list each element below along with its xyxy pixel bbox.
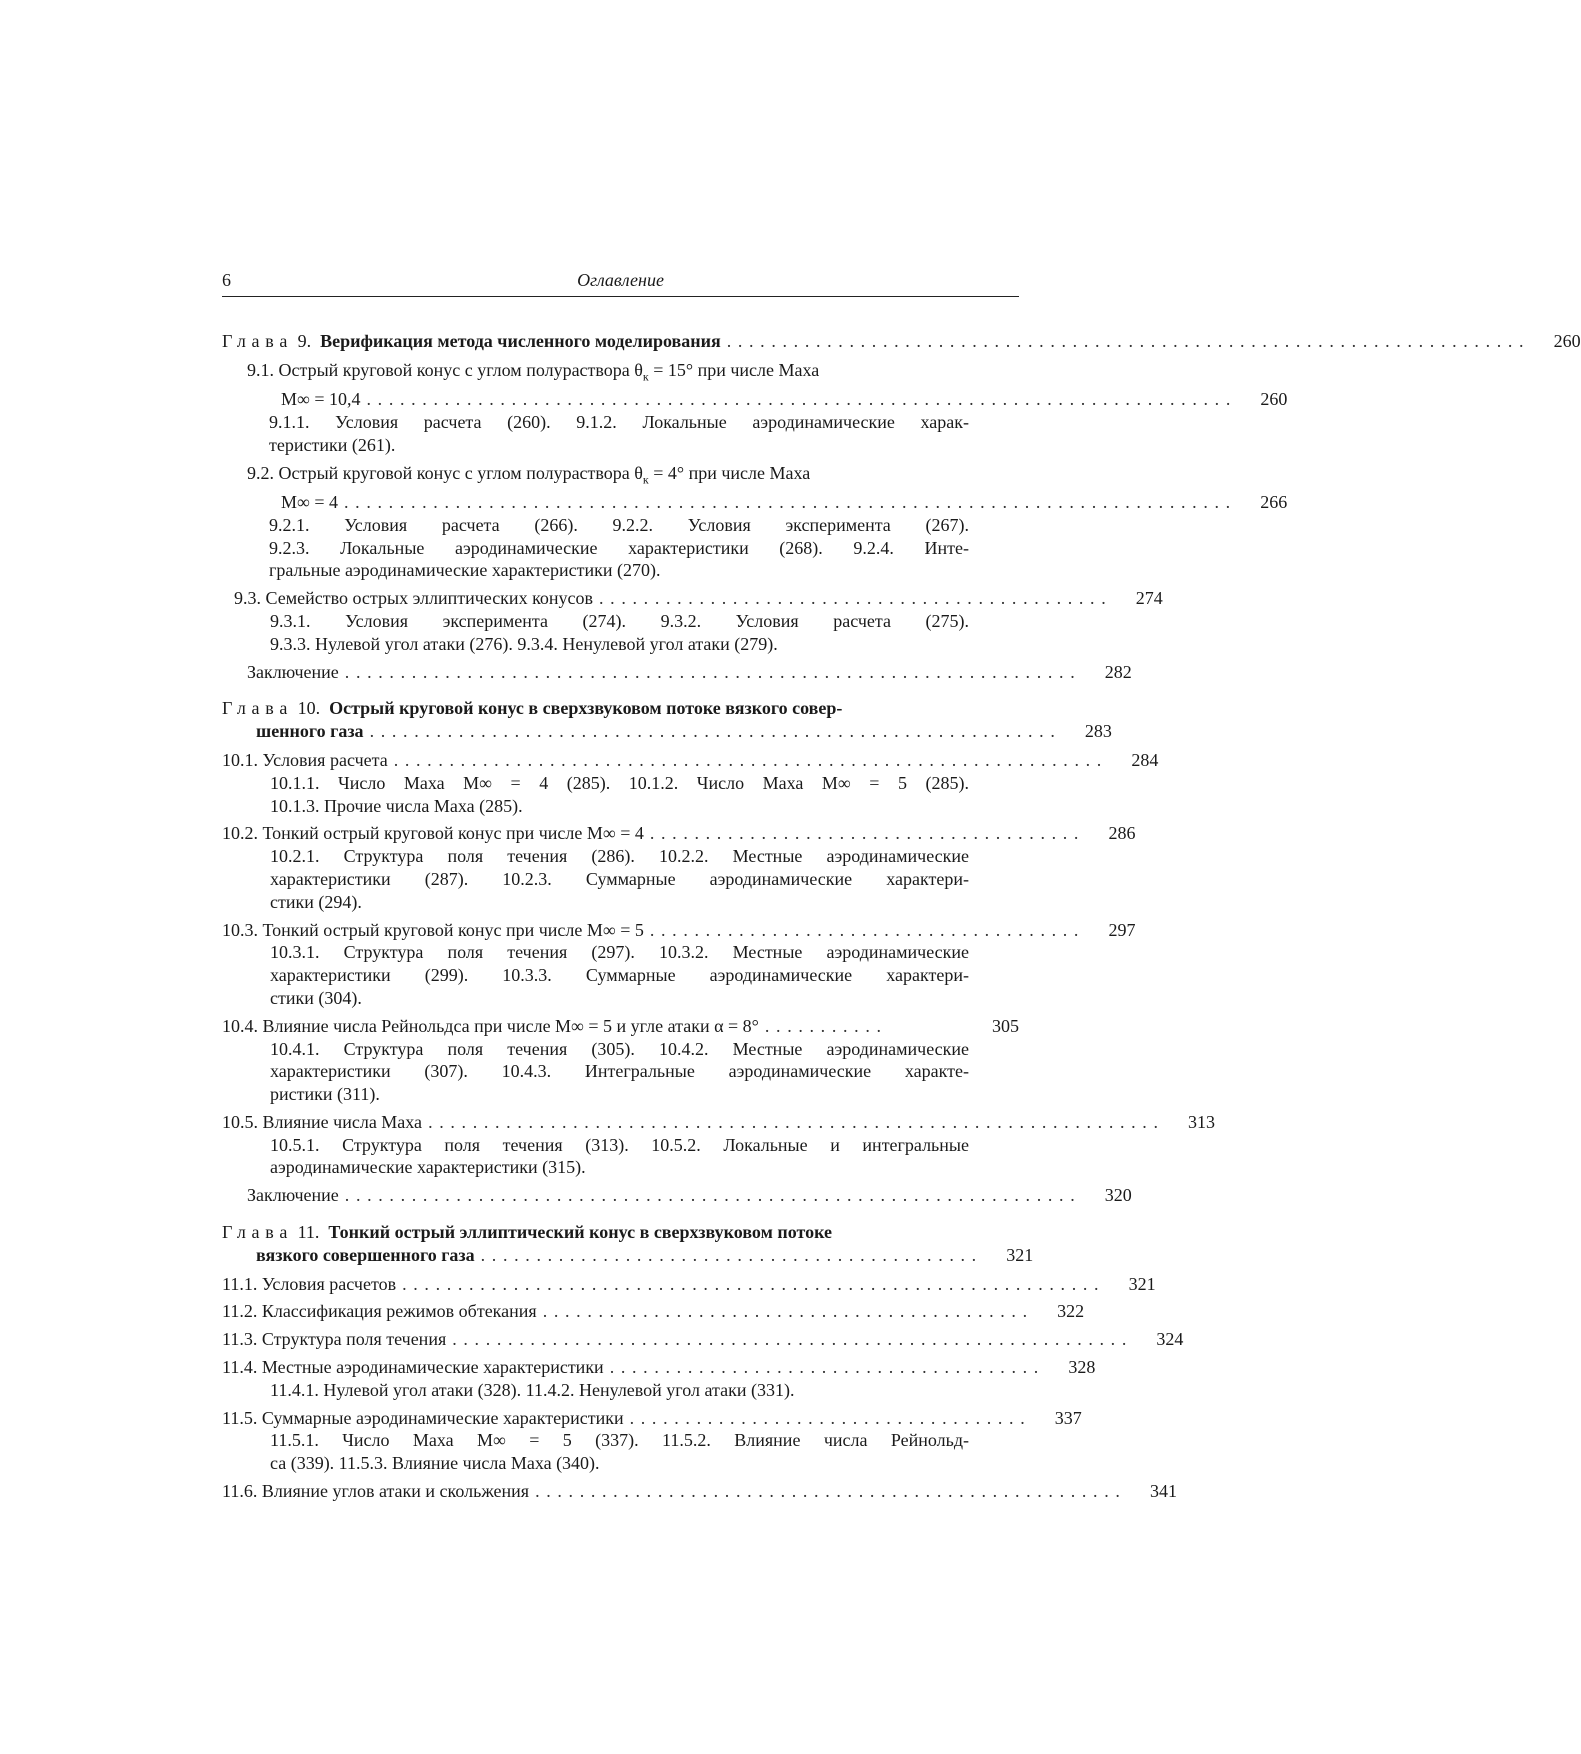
leader-dots: . . . . . . . . . . . . . . . . . . . . . . . . . . . . . . . . . . . . . . . . . . . . . . . . . . . . . . . . . . . . . . . . . . [428, 1111, 1160, 1132]
section-9-2[interactable] [222, 462, 1288, 583]
subsection-line: характеристики (307). 10.4.3. Интегральные аэродинамические характе- [270, 1061, 969, 1082]
chapter-number: 9. [297, 331, 312, 351]
subsection-line: 10.1.3. Прочие числа Маха (285). [270, 795, 523, 816]
leader-dots: . . . . . . . . . . . . . . . . . . . . . . . . . . . . . . . . . . . . . . . . . . . . . . . . . . . . . . . . . . . . . [452, 1329, 1128, 1350]
subsection-line: 9.2.1. Условия расчета (266). 9.2.2. Условия эксперимента (267). [269, 514, 969, 535]
leader-dots: . . . . . . . . . . . . . . . . . . . . . . . . . . . . . . . . . . . . [629, 1407, 1026, 1428]
chapter-title-line2: шенного газа [256, 721, 364, 742]
conclusion-label: Заключение [247, 661, 339, 682]
conclusion-label: Заключение [247, 1185, 339, 1206]
chapter-label: Глава [222, 331, 294, 351]
subsection-line: 10.5.1. Структура поля течения (313). 10.5.2. Локальные и интегральные [270, 1134, 969, 1155]
running-title: Оглавление [577, 270, 664, 290]
chapter-label: Глава [222, 698, 294, 719]
section-title: 11.3. Структура поля течения [222, 1329, 447, 1350]
subsection-line: характеристики (299). 10.3.3. Суммарные аэродинамические характери- [270, 965, 969, 986]
page-ref: 286 [1108, 823, 1136, 844]
page-ref: 321 [1128, 1273, 1156, 1294]
running-header [222, 270, 1019, 297]
subscript: к [642, 472, 649, 487]
book-page [222, 0, 1581, 1754]
subsection-line: теристики (261). [269, 434, 396, 455]
subsection-line: са (339). 11.5.3. Влияние числа Маха (340). [270, 1453, 600, 1474]
subsection-line: 9.3.3. Нулевой угол атаки (276). 9.3.4. Ненулевой угол атаки (279). [270, 633, 778, 654]
leader-dots: . . . . . . . . . . . . . . . . . . . . . . . . . . . . . . . . . . . . . . . [649, 823, 1080, 844]
page-ref: 341 [1149, 1481, 1177, 1502]
section-11-5[interactable] [222, 1407, 1082, 1475]
page-ref: 313 [1188, 1111, 1216, 1132]
leader-dots: . . . . . . . . . . . . . . . . . . . . . . . . . . . . . . . . . . . . . . . . . . . . . . [599, 588, 1107, 609]
section-title: 9.1. Острый круговой конус с углом полураствора θ [247, 359, 643, 380]
page-number: 6 [222, 270, 231, 290]
subsection-line: гральные аэродинамические характеристики (270). [269, 560, 661, 581]
section-title: 11.1. Условия расчетов [222, 1273, 397, 1294]
section-title: 10.2. Тонкий острый круговой конус при числе M∞ = 4 [222, 823, 644, 844]
section-title-line2: M∞ = 4 [281, 491, 338, 512]
subsection-line: 9.1.1. Условия расчета (260). 9.1.2. Локальные аэродинамические харак- [269, 411, 969, 432]
table-of-contents [222, 320, 1581, 1508]
page-ref: 321 [1006, 1244, 1034, 1265]
conclusion-ch10[interactable] [222, 1184, 1132, 1207]
page-ref: 274 [1135, 588, 1163, 609]
page-ref: 322 [1057, 1301, 1085, 1322]
chapter-number: 10. [297, 698, 321, 719]
subsection-line: 10.1.1. Число Маха M∞ = 4 (285). 10.1.2. Число Маха M∞ = 5 (285). [270, 772, 969, 793]
section-title-cont: = 15° при числе Маха [648, 359, 820, 380]
leader-dots: . . . . . . . . . . . . . . . . . . . . . . . . . . . . . . . . . . . . . . . . . . . . . . . . . . . . . . . . . . . . . . . . . . . . . . . . . . . . . . . . [344, 491, 1232, 512]
page-ref: 324 [1156, 1329, 1184, 1350]
leader-dots: . . . . . . . . . . . . . . . . . . . . . . . . . . . . . . . . . . . . . . . . . . . . . . . . . . . . . . . . . . . . . . . [402, 1273, 1100, 1294]
section-title: 10.5. Влияние числа Маха [222, 1111, 423, 1132]
chapter-title: Острый круговой конус в сверхзвуковом потоке вязкого совер- [329, 698, 843, 719]
subsection-line: 10.3.1. Структура поля течения (297). 10.3.2. Местные аэродинамические [270, 942, 969, 963]
subsection-line: характеристики (287). 10.2.3. Суммарные аэродинамические характери- [270, 868, 969, 889]
subsection-line: ристики (311). [270, 1084, 380, 1105]
section-10-3[interactable] [222, 919, 1136, 1010]
subsection-line: 10.2.1. Структура поля течения (286). 10.2.2. Местные аэродинамические [270, 846, 969, 867]
leader-dots: . . . . . . . . . . . . . . . . . . . . . . . . . . . . . . . . . . . . . . . [649, 919, 1080, 940]
page-ref: 305 [992, 1015, 1019, 1036]
section-title: 11.4. Местные аэродинамические характеристики [222, 1357, 604, 1378]
section-11-3[interactable] [222, 1328, 1184, 1351]
section-title: 11.6. Влияние углов атаки и скольжения [222, 1481, 530, 1502]
chapter-number: 11. [297, 1222, 320, 1243]
section-title: 10.4. Влияние числа Рейнольдса при числе M∞ = 5 и угле атаки α = 8° [222, 1015, 759, 1036]
page-ref: 297 [1108, 919, 1136, 940]
section-11-2[interactable] [222, 1300, 1085, 1323]
section-title: 11.5. Суммарные аэродинамические характеристики [222, 1407, 624, 1428]
section-9-1[interactable] [222, 359, 1288, 457]
subsection-line: стики (294). [270, 891, 362, 912]
chapter-9-entry[interactable] [222, 330, 1581, 353]
chapter-11-entry[interactable] [222, 1221, 1034, 1267]
chapter-10-entry[interactable] [222, 697, 1112, 743]
section-title-line2: M∞ = 10,4 [281, 389, 361, 410]
chapter-title: Тонкий острый эллиптический конус в сверхзвуковом потоке [328, 1222, 832, 1243]
page-ref: 266 [1260, 491, 1288, 512]
page-ref: 284 [1131, 749, 1159, 770]
page-ref: 283 [1084, 721, 1112, 742]
section-10-5[interactable] [222, 1111, 1216, 1179]
subsection-line: аэродинамические характеристики (315). [270, 1157, 586, 1178]
section-title: 9.2. Острый круговой конус с углом полураствора θ [247, 462, 643, 483]
conclusion-ch9[interactable] [222, 661, 1132, 684]
page-ref: 328 [1068, 1357, 1096, 1378]
leader-dots: . . . . . . . . . . . . . . . . . . . . . . . . . . . . . . . . . . . . . . . . . . . . . . . . . . . . . . . . . . . . . . . . . . . . . . . . . . . . . . [366, 389, 1232, 410]
section-title: 10.1. Условия расчета [222, 749, 388, 770]
section-11-4[interactable] [222, 1356, 1096, 1402]
page-ref: 320 [1104, 1185, 1132, 1206]
section-title-cont: = 4° при числе Маха [648, 462, 811, 483]
section-10-2[interactable] [222, 822, 1136, 913]
page-ref: 260 [1553, 331, 1581, 351]
page-ref: 337 [1054, 1407, 1082, 1428]
section-9-3[interactable] [222, 587, 1163, 655]
section-title: 10.3. Тонкий острый круговой конус при числе M∞ = 5 [222, 919, 644, 940]
section-11-1[interactable] [222, 1273, 1156, 1296]
subsection-line: 11.4.1. Нулевой угол атаки (328). 11.4.2. Ненулевой угол атаки (331). [270, 1379, 795, 1400]
leader-dots: . . . . . . . . . . . [764, 1015, 883, 1036]
leader-dots: . . . . . . . . . . . . . . . . . . . . . . . . . . . . . . . . . . . . . . . . . . . . . . . . . . . . . . . . . . . . . . . . . . [344, 661, 1076, 682]
leader-dots: . . . . . . . . . . . . . . . . . . . . . . . . . . . . . . . . . . . . . . . . . . . . . . . . . . . . . . . . . . . . . . . . . . . . . . . . [726, 331, 1525, 351]
section-10-1[interactable] [222, 749, 1159, 817]
subscript: к [642, 369, 649, 384]
leader-dots: . . . . . . . . . . . . . . . . . . . . . . . . . . . . . . . . . . . . . . . . . . . . [542, 1301, 1029, 1322]
subsection-line: стики (304). [270, 987, 362, 1008]
page-ref: 260 [1260, 389, 1288, 410]
leader-dots: . . . . . . . . . . . . . . . . . . . . . . . . . . . . . . . . . . . . . . . [609, 1357, 1040, 1378]
subsection-line: 9.2.3. Локальные аэродинамические характеристики (268). 9.2.4. Инте- [269, 537, 969, 558]
section-11-6[interactable] [222, 1480, 1177, 1503]
section-title: 9.3. Семейство острых эллиптических конусов [234, 588, 594, 609]
leader-dots: . . . . . . . . . . . . . . . . . . . . . . . . . . . . . . . . . . . . . . . . . . . . . [480, 1244, 978, 1265]
leader-dots: . . . . . . . . . . . . . . . . . . . . . . . . . . . . . . . . . . . . . . . . . . . . . . . . . . . . . . . . . . . . . . [369, 721, 1056, 742]
subsection-line: 9.3.1. Условия эксперимента (274). 9.3.2. Условия расчета (275). [270, 610, 969, 631]
chapter-label: Глава [222, 1222, 294, 1243]
subsection-line: 10.4.1. Структура поля течения (305). 10.4.2. Местные аэродинамические [270, 1038, 969, 1059]
leader-dots: . . . . . . . . . . . . . . . . . . . . . . . . . . . . . . . . . . . . . . . . . . . . . . . . . . . . . . . . . . . . . . . . [393, 749, 1103, 770]
leader-dots: . . . . . . . . . . . . . . . . . . . . . . . . . . . . . . . . . . . . . . . . . . . . . . . . . . . . . . . . . . . . . . . . . . [344, 1185, 1076, 1206]
page-ref: 282 [1104, 661, 1132, 682]
section-title: 11.2. Классификация режимов обтекания [222, 1301, 537, 1322]
section-10-4[interactable] [222, 1015, 1019, 1106]
chapter-title-line2: вязкого совершенного газа [256, 1244, 475, 1265]
chapter-title: Верификация метода численного моделирования [320, 331, 721, 351]
leader-dots: . . . . . . . . . . . . . . . . . . . . . . . . . . . . . . . . . . . . . . . . . . . . . . . . . . . . . [535, 1481, 1121, 1502]
subsection-line: 11.5.1. Число Маха M∞ = 5 (337). 11.5.2. Влияние числа Рейнольд- [270, 1430, 969, 1451]
